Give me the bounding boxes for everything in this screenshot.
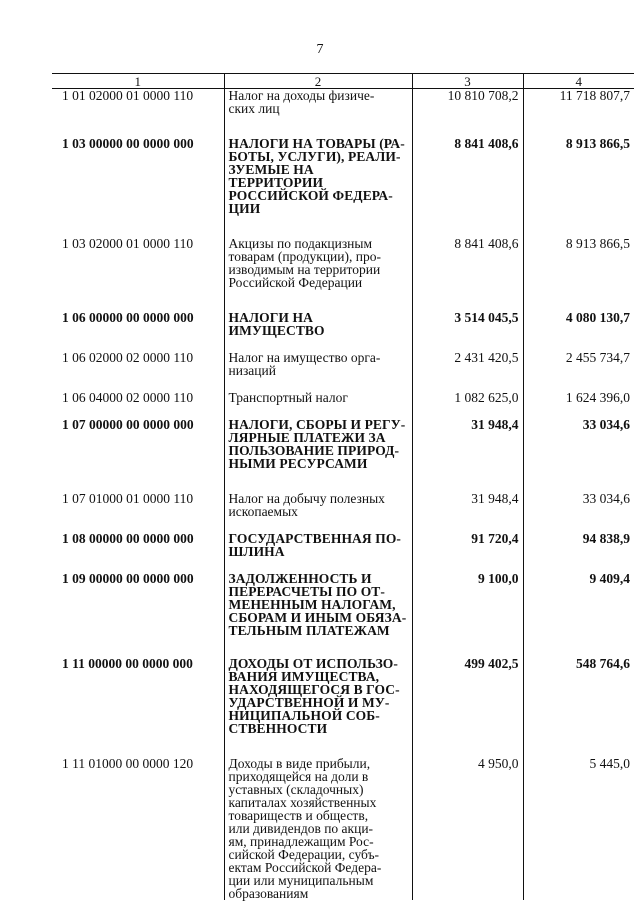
value-col-4: 11 718 807,7 <box>559 88 630 103</box>
value-col-4: 94 838,9 <box>582 531 630 546</box>
revenue-name: НАЛОГИ, СБОРЫ И РЕГУ- ЛЯРНЫЕ ПЛАТЕЖИ ЗА ПОЛЬЗОВАНИЕ ПРИРОД- НЫМИ РЕСУРСАМИ <box>228 417 406 471</box>
revenue-name: Налог на имущество орга- низаций <box>228 350 381 378</box>
value-col-3: 9 100,0 <box>412 572 523 657</box>
revenue-name: Акцизы по подакцизным товарам (продукции), про- изводимым на территории Российской Федерации <box>228 236 381 290</box>
column-header-1: 1 <box>52 74 224 89</box>
revenue-name-cell <box>224 532 412 572</box>
revenue-name: ЗАДОЛЖЕННОСТЬ И ПЕРЕРАСЧЕТЫ ПО ОТ- МЕНЕННЫМ НАЛОГАМ, СБОРАМ И ИНЫМ ОБЯЗА- ТЕЛЬНЫМ ПЛАТЕЖАМ <box>228 571 407 638</box>
table-row <box>52 311 634 351</box>
value-col-4: 1 624 396,0 <box>565 390 630 405</box>
table-row <box>52 137 634 237</box>
value-col-4: 5 445,0 <box>589 756 630 771</box>
value-col-3: 3 514 045,5 <box>412 311 523 351</box>
budget-code: 1 06 00000 00 0000 000 <box>62 310 194 325</box>
revenue-name-cell <box>224 657 412 757</box>
budget-code: 1 07 00000 00 0000 000 <box>62 417 194 432</box>
revenue-name-cell <box>224 757 412 900</box>
value-col-4: 33 034,6 <box>582 491 630 506</box>
revenue-name-cell <box>224 492 412 532</box>
revenue-name: ГОСУДАРСТВЕННАЯ ПО- ШЛИНА <box>228 531 402 559</box>
table-row <box>52 237 634 311</box>
value-col-4: 8 913 866,5 <box>565 236 630 251</box>
value-col-3: 8 841 408,6 <box>412 137 523 237</box>
revenue-name-cell <box>224 418 412 492</box>
value-col-3: 1 082 625,0 <box>412 391 523 418</box>
column-header-3: 3 <box>412 74 523 89</box>
table-row <box>52 657 634 757</box>
revenue-name-cell <box>224 137 412 237</box>
header-row <box>52 74 634 89</box>
revenue-name-cell <box>224 311 412 351</box>
budget-code: 1 07 01000 01 0000 110 <box>62 491 194 506</box>
table-row <box>52 492 634 532</box>
value-col-4: 4 080 130,7 <box>565 310 630 325</box>
value-col-3: 10 810 708,2 <box>412 89 523 138</box>
page-number: 7 <box>316 42 324 57</box>
value-col-4: 33 034,6 <box>582 417 630 432</box>
value-col-3: 31 948,4 <box>412 492 523 532</box>
value-col-3: 2 431 420,5 <box>412 351 523 391</box>
revenue-name-cell <box>224 237 412 311</box>
budget-code: 1 06 04000 02 0000 110 <box>62 390 194 405</box>
budget-code: 1 01 02000 01 0000 110 <box>62 88 194 103</box>
budget-code: 1 03 02000 01 0000 110 <box>62 236 194 251</box>
budget-code: 1 06 02000 02 0000 110 <box>62 350 194 365</box>
value-col-4: 8 913 866,5 <box>565 136 630 151</box>
value-col-3: 499 402,5 <box>412 657 523 757</box>
value-col-3: 31 948,4 <box>412 418 523 492</box>
revenue-name: Налог на добычу полезных ископаемых <box>228 491 385 519</box>
revenue-name: ДОХОДЫ ОТ ИСПОЛЬЗО- ВАНИЯ ИМУЩЕСТВА, НАХОДЯЩЕГОСЯ В ГОС- УДАРСТВЕННОЙ И МУ- НИЦИПАЛЬНОЙ СОБ- СТВЕННОСТИ <box>228 656 400 736</box>
revenue-name-cell <box>224 391 412 418</box>
table-row <box>52 757 634 900</box>
column-header-2: 2 <box>224 74 412 89</box>
value-col-4: 2 455 734,7 <box>565 350 630 365</box>
table-row <box>52 89 634 138</box>
budget-code: 1 03 00000 00 0000 000 <box>62 136 194 151</box>
revenue-name-cell <box>224 351 412 391</box>
value-col-3: 4 950,0 <box>412 757 523 900</box>
value-col-3: 91 720,4 <box>412 532 523 572</box>
budget-code: 1 11 00000 00 0000 000 <box>62 656 193 671</box>
value-col-4: 548 764,6 <box>576 656 630 671</box>
value-col-4: 9 409,4 <box>589 571 630 586</box>
revenue-name-cell <box>224 89 412 138</box>
revenue-table <box>52 73 634 900</box>
table-body <box>52 89 634 901</box>
table-row <box>52 572 634 657</box>
table-row <box>52 418 634 492</box>
revenue-name: Доходы в виде прибыли, приходящейся на доли в уставных (складочных) капиталах хозяйственных товариществ и обществ, или дивидендов по акци- ям, принадлежащим Рос- сийской Федерации, субъ- ектам Российской Федера- ции или муниципальным образованиям <box>228 756 382 901</box>
revenue-name-cell <box>224 572 412 657</box>
revenue-name: НАЛОГИ НА ТОВАРЫ (РА- БОТЫ, УСЛУГИ), РЕАЛИ- ЗУЕМЫЕ НА ТЕРРИТОРИИ РОССИЙСКОЙ ФЕДЕРА- ЦИИ <box>228 136 405 216</box>
budget-code: 1 08 00000 00 0000 000 <box>62 531 194 546</box>
budget-code: 1 11 01000 00 0000 120 <box>62 756 194 771</box>
value-col-3: 8 841 408,6 <box>412 237 523 311</box>
table-row <box>52 391 634 418</box>
table-row <box>52 532 634 572</box>
revenue-name: Налог на доходы физиче- ских лиц <box>228 88 375 116</box>
revenue-name: НАЛОГИ НА ИМУЩЕСТВО <box>228 310 325 338</box>
table-row <box>52 351 634 391</box>
budget-code: 1 09 00000 00 0000 000 <box>62 571 194 586</box>
revenue-name: Транспортный налог <box>228 390 348 405</box>
column-header-4: 4 <box>523 74 634 89</box>
